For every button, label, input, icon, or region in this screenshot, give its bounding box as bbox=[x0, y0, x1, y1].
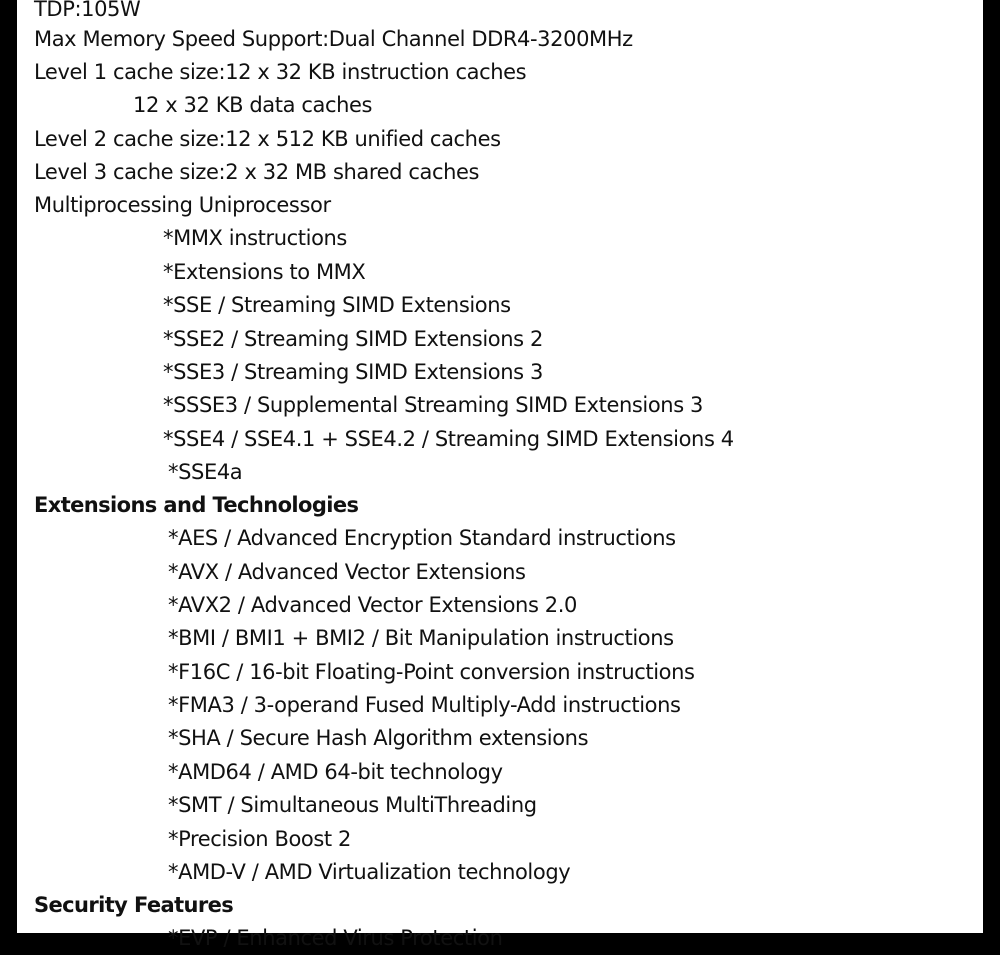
extension-item: *AMD-V / AMD Virtualization technology bbox=[168, 860, 571, 884]
extension-item: *SHA / Secure Hash Algorithm extensions bbox=[168, 726, 589, 750]
extension-item: *F16C / 16-bit Floating-Point conversion instructions bbox=[168, 660, 695, 684]
extension-item: *SMT / Simultaneous MultiThreading bbox=[168, 793, 537, 817]
multiprocessing-line: Multiprocessing Uniprocessor bbox=[34, 193, 331, 217]
instruction-item: *SSE3 / Streaming SIMD Extensions 3 bbox=[163, 360, 543, 384]
instruction-item: *SSE / Streaming SIMD Extensions bbox=[163, 293, 511, 317]
security-heading: Security Features bbox=[34, 893, 234, 917]
extension-item: *AES / Advanced Encryption Standard instructions bbox=[168, 526, 676, 550]
l3-cache-line: Level 3 cache size:2 x 32 MB shared caches bbox=[34, 160, 480, 184]
l1-instruction-cache-line: Level 1 cache size:12 x 32 KB instruction caches bbox=[34, 60, 527, 84]
max-memory-line: Max Memory Speed Support:Dual Channel DDR4-3200MHz bbox=[34, 27, 633, 51]
extension-item: *AMD64 / AMD 64-bit technology bbox=[168, 760, 503, 784]
instruction-item: *SSSE3 / Supplemental Streaming SIMD Extensions 3 bbox=[163, 393, 703, 417]
instruction-item: *MMX instructions bbox=[163, 226, 347, 250]
tdp-line: TDP:105W bbox=[34, 0, 141, 21]
l1-data-cache-line: 12 x 32 KB data caches bbox=[133, 93, 373, 117]
extension-item: *BMI / BMI1 + BMI2 / Bit Manipulation instructions bbox=[168, 626, 674, 650]
instruction-item: *SSE2 / Streaming SIMD Extensions 2 bbox=[163, 327, 543, 351]
l2-cache-line: Level 2 cache size:12 x 512 KB unified caches bbox=[34, 127, 501, 151]
extension-item: *AVX2 / Advanced Vector Extensions 2.0 bbox=[168, 593, 577, 617]
instruction-item: *Extensions to MMX bbox=[163, 260, 366, 284]
extension-item: *AVX / Advanced Vector Extensions bbox=[168, 560, 526, 584]
extension-item: *FMA3 / 3-operand Fused Multiply-Add instructions bbox=[168, 693, 681, 717]
security-item: *EVP / Enhanced Virus Protection bbox=[168, 926, 503, 950]
extension-item: *Precision Boost 2 bbox=[168, 827, 351, 851]
spec-sheet bbox=[17, 0, 983, 950]
extensions-heading: Extensions and Technologies bbox=[34, 493, 359, 517]
instruction-item: *SSE4 / SSE4.1 + SSE4.2 / Streaming SIMD Extensions 4 bbox=[163, 427, 734, 451]
instruction-item: *SSE4a bbox=[168, 460, 243, 484]
